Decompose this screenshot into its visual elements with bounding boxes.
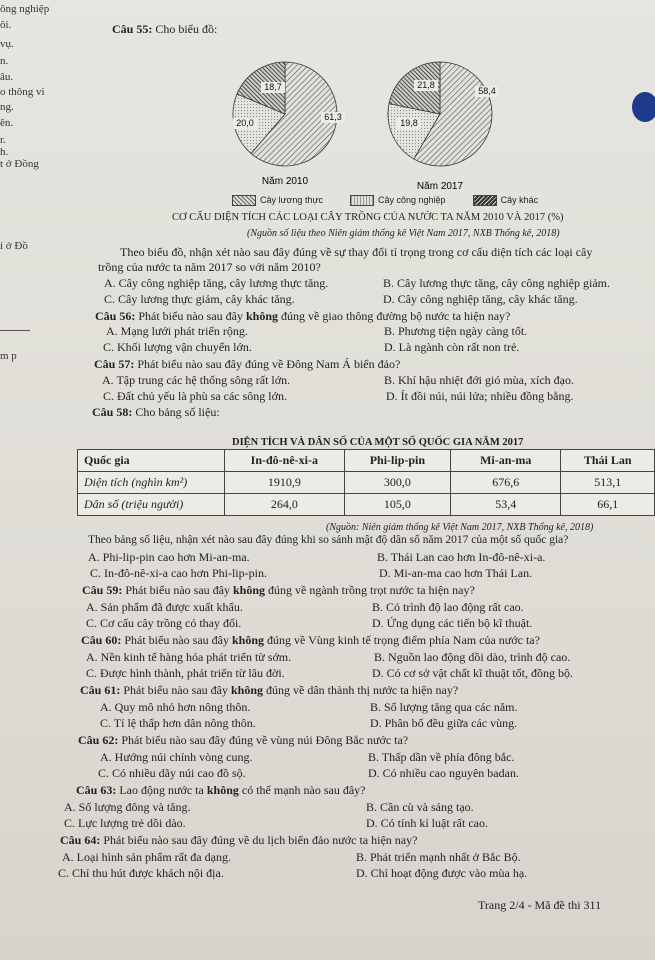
question-63: Câu 63: Lao động nước ta không có thế mạnh nào sau đây? bbox=[76, 783, 366, 797]
margin-fragment: r. bbox=[0, 134, 6, 146]
option-b[interactable]: B. Thái Lan cao hơn In-đô-nê-xi-a. bbox=[377, 550, 546, 564]
pie-title: Năm 2010 bbox=[261, 176, 309, 187]
margin-fragment: âu. bbox=[0, 71, 14, 83]
option-c[interactable]: C. Lực lượng trẻ dồi dào. bbox=[64, 816, 186, 830]
margin-fragment: h. bbox=[0, 146, 9, 158]
table-cell: 66,1 bbox=[561, 494, 655, 516]
option-c[interactable]: C. Được hình thành, phát triển từ lâu đời. bbox=[86, 666, 285, 680]
option-c[interactable]: C. Cây lương thực giảm, cây khác tăng. bbox=[104, 292, 295, 306]
margin-fragment: ôi. bbox=[0, 19, 12, 31]
option-c[interactable]: C. Tỉ lệ thấp hơn dân nông thôn. bbox=[100, 716, 256, 730]
table-cell: 105,0 bbox=[344, 494, 450, 516]
table-title: DIỆN TÍCH VÀ DÂN SỐ CỦA MỘT SỐ QUỐC GIA NĂM 2017 bbox=[232, 437, 524, 448]
option-b[interactable]: B. Số lượng tăng qua các năm. bbox=[370, 700, 518, 714]
question-57: Câu 57: Phát biểu nào sau đây đúng về Đông Nam Á biển đảo? bbox=[94, 357, 401, 371]
legend-swatch-other bbox=[473, 195, 497, 206]
legend-label: Cây lương thực bbox=[260, 195, 323, 205]
data-label: 20,0 bbox=[236, 118, 254, 128]
table-cell: 1910,9 bbox=[224, 472, 344, 494]
table-cell: 53,4 bbox=[451, 494, 561, 516]
question-61: Câu 61: Phát biểu nào sau đây không đúng về dân thành thị nước ta hiện nay? bbox=[80, 683, 459, 697]
margin-fragment: t ở Đồng bbox=[0, 158, 39, 170]
table-header: Quốc gia bbox=[78, 450, 225, 472]
table-header-row bbox=[78, 450, 655, 472]
margin-fragment: n. bbox=[0, 55, 9, 67]
table-cell: 513,1 bbox=[561, 472, 655, 494]
margin-fragment: ng. bbox=[0, 101, 14, 113]
option-b[interactable]: B. Cây lương thực tăng, cây công nghiệp giảm. bbox=[383, 276, 610, 290]
data-label: 61,3 bbox=[324, 112, 342, 122]
table-cell: 300,0 bbox=[344, 472, 450, 494]
option-d[interactable]: D. Mi-an-ma cao hơn Thái Lan. bbox=[379, 566, 533, 580]
pie-title: Năm 2017 bbox=[416, 181, 464, 192]
legend-swatch-industry bbox=[350, 195, 374, 206]
chart-title: CƠ CẤU DIỆN TÍCH CÁC LOẠI CÂY TRỒNG CỦA NƯỚC TA NĂM 2010 VÀ 2017 (%) bbox=[172, 212, 564, 223]
option-c[interactable]: C. Khối lượng vận chuyển lớn. bbox=[103, 340, 252, 354]
chart-source: (Nguồn số liệu theo Niên giám thống kê Việt Nam 2017, NXB Thống kê, 2018) bbox=[247, 228, 560, 239]
row-label: Diện tích (nghìn km²) bbox=[78, 472, 225, 494]
option-b[interactable]: B. Nguồn lao động dồi dào, trình độ cao. bbox=[374, 650, 571, 664]
legend-label: Cây công nghiệp bbox=[378, 195, 446, 205]
option-a[interactable]: A. Số lượng đông và tăng. bbox=[64, 800, 191, 814]
margin-fragment: í ở Đồ bbox=[0, 240, 28, 252]
question-text: trồng của nước ta năm 2017 so với năm 2010? bbox=[98, 260, 321, 274]
legend-label: Cây khác bbox=[500, 195, 539, 205]
option-c[interactable]: C. In-đô-nê-xi-a cao hơn Phi-lip-pin. bbox=[90, 566, 267, 580]
option-a[interactable]: A. Quy mô nhỏ hơn nông thôn. bbox=[100, 700, 251, 714]
option-a[interactable]: A. Loại hình sản phẩm rất đa dạng. bbox=[62, 850, 231, 864]
margin-fragment: ông nghiệp bbox=[0, 3, 50, 15]
option-a[interactable]: A. Sản phẩm đã được xuất khẩu. bbox=[86, 600, 243, 614]
option-c[interactable]: C. Có nhiều dãy núi cao đồ sộ. bbox=[98, 766, 246, 780]
question-59: Câu 59: Phát biểu nào sau đây không đúng về ngành trồng trọt nước ta hiện nay? bbox=[82, 583, 475, 597]
table-header: In-đô-nê-xi-a bbox=[224, 450, 344, 472]
question-60: Câu 60: Phát biểu nào sau đây không đúng về Vùng kinh tế trọng điểm phía Nam của nước ta? bbox=[81, 633, 540, 647]
table-header: Phi-lip-pin bbox=[344, 450, 450, 472]
data-label: 18,7 bbox=[264, 82, 282, 92]
option-d[interactable]: D. Ít đồi núi, núi lửa; nhiều đồng bằng. bbox=[386, 389, 574, 403]
table-header: Mi-an-ma bbox=[451, 450, 561, 472]
data-label: 58,4 bbox=[478, 86, 496, 96]
option-a[interactable]: A. Tập trung các hệ thống sông rất lớn. bbox=[102, 373, 291, 387]
table-source: (Nguồn: Niên giám thống kê Việt Nam 2017, NXB Thống kê, 2018) bbox=[326, 522, 594, 533]
question-text: Theo bảng số liệu, nhận xét nào sau đây đúng khi so sánh mật độ dân số năm 2017 của một số quốc gia? bbox=[88, 534, 569, 546]
divider bbox=[0, 330, 30, 331]
option-a[interactable]: A. Cây công nghiệp tăng, cây lương thực tăng. bbox=[104, 276, 329, 290]
option-b[interactable]: B. Khí hậu nhiệt đới gió mùa, xích đạo. bbox=[384, 373, 574, 387]
option-a[interactable]: A. Mạng lưới phát triển rộng. bbox=[106, 324, 248, 338]
option-c[interactable]: C. Đất chủ yếu là phù sa các sông lớn. bbox=[103, 389, 287, 403]
question-text: Theo biểu đồ, nhận xét nào sau đây đúng về sự thay đổi tỉ trọng trong cơ cấu diện tích các loại cây bbox=[120, 245, 593, 259]
table-row bbox=[78, 494, 655, 516]
option-d[interactable]: D. Cây công nghiệp tăng, cây khác tăng. bbox=[383, 292, 578, 306]
option-a[interactable]: A. Hướng núi chính vòng cung. bbox=[100, 750, 253, 764]
option-d[interactable]: D. Là ngành còn rất non trẻ. bbox=[384, 340, 520, 354]
chart-legend bbox=[232, 195, 538, 206]
option-b[interactable]: B. Cần cù và sáng tạo. bbox=[366, 800, 474, 814]
option-a[interactable]: A. Nền kinh tế hàng hóa phát triển từ sớm. bbox=[86, 650, 292, 664]
option-d[interactable]: D. Có nhiều cao nguyên badan. bbox=[368, 766, 519, 780]
question-56: Câu 56: Phát biểu nào sau đây không đúng về giao thông đường bộ nước ta hiện nay? bbox=[95, 309, 511, 323]
option-b[interactable]: B. Thấp dần về phía đông bắc. bbox=[368, 750, 515, 764]
option-d[interactable]: D. Có cơ sở vật chất kĩ thuật tốt, đồng bộ. bbox=[372, 666, 573, 680]
option-c[interactable]: C. Cơ cấu cây trồng có thay đổi. bbox=[86, 616, 242, 630]
question-62: Câu 62: Phát biểu nào sau đây đúng về vùng núi Đông Bắc nước ta? bbox=[78, 733, 409, 747]
option-b[interactable]: B. Phương tiện ngày càng tốt. bbox=[384, 324, 528, 338]
table-header: Thái Lan bbox=[561, 450, 655, 472]
margin-fragment: o thông vi bbox=[0, 86, 45, 98]
option-d[interactable]: D. Chỉ hoạt động được vào mùa hạ. bbox=[356, 866, 528, 880]
table-row bbox=[78, 472, 655, 494]
option-d[interactable]: D. Phân bố đều giữa các vùng. bbox=[370, 716, 518, 730]
question-58: Câu 58: Cho bảng số liệu: bbox=[92, 405, 220, 419]
pie-charts bbox=[225, 52, 525, 202]
legend-swatch-food bbox=[232, 195, 256, 206]
question-64: Câu 64: Phát biểu nào sau đây đúng về du lịch biển đảo nước ta hiện nay? bbox=[60, 833, 418, 847]
option-b[interactable]: B. Phát triển mạnh nhất ở Bắc Bộ. bbox=[356, 850, 521, 864]
option-c[interactable]: C. Chỉ thu hút được khách nội địa. bbox=[58, 866, 224, 880]
question-55-header: Câu 55: Cho biểu đồ: bbox=[112, 22, 218, 36]
option-b[interactable]: B. Có trình độ lao động rất cao. bbox=[372, 600, 524, 614]
margin-fragment: ên. bbox=[0, 117, 14, 129]
option-d[interactable]: D. Ứng dụng các tiến bộ kĩ thuật. bbox=[372, 616, 533, 630]
page-footer: Trang 2/4 - Mã đề thi 311 bbox=[478, 898, 602, 912]
blue-marker bbox=[632, 92, 655, 122]
data-table bbox=[77, 449, 655, 516]
option-d[interactable]: D. Có tính kỉ luật rất cao. bbox=[366, 816, 488, 830]
data-label: 19,8 bbox=[400, 118, 418, 128]
table-cell: 264,0 bbox=[224, 494, 344, 516]
data-label: 21,8 bbox=[417, 80, 435, 90]
table-cell: 676,6 bbox=[451, 472, 561, 494]
option-a[interactable]: A. Phi-lip-pin cao hơn Mi-an-ma. bbox=[88, 550, 250, 564]
margin-fragment: m p bbox=[0, 350, 17, 362]
margin-fragment: vụ. bbox=[0, 38, 14, 50]
row-label: Dân số (triệu người) bbox=[78, 494, 225, 516]
